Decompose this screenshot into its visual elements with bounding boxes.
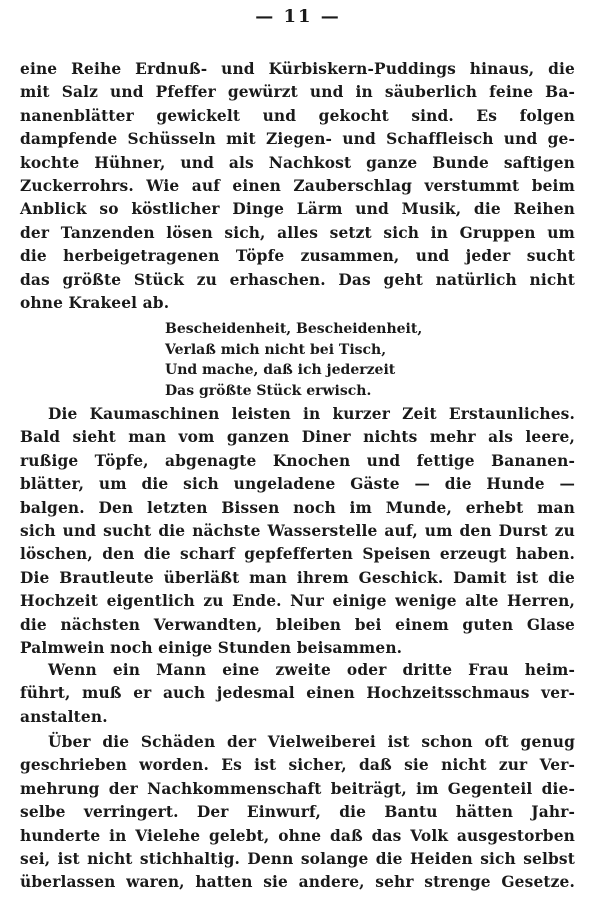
text-line: die nächsten Verwandten, bleiben bei einem guten Glase [20, 615, 575, 634]
text-line: mit Salz und Pfeffer gewürzt und in säuberlich feine Ba- [20, 83, 575, 102]
text-line: selbe verringert. Der Einwurf, die Bantu hätten Jahr- [20, 803, 575, 822]
page-number: — 11 — [255, 6, 341, 27]
verse-line: Bescheidenheit, Bescheidenheit, [165, 321, 423, 337]
text-line: löschen, den die scharf gepfefferten Speisen erzeugt haben. [20, 545, 575, 564]
text-line: hunderte in Vielehe gelebt, ohne daß das Volk ausgestorben [20, 826, 575, 845]
text-line: sei, ist nicht stichhaltig. Denn solange die Heiden sich selbst [20, 850, 575, 869]
text-line: mehrung der Nachkommenschaft beiträgt, im Gegenteil die- [20, 779, 575, 798]
text-line: die herbeigetragenen Töpfe zusammen, und jeder sucht [20, 247, 575, 266]
text-line: eine Reihe Erdnuß- und Kürbiskern-Puddings hinaus, die [20, 60, 575, 78]
text-line: rußige Töpfe, abgenagte Knochen und fettige Bananen- [20, 451, 575, 470]
text-line: führt, muß er auch jedesmal einen Hochzeitsschmaus ver- [20, 684, 575, 703]
text-line: Palmwein noch einige Stunden beisammen. [20, 639, 403, 658]
paragraph-2 [20, 403, 575, 660]
text-line: Bald sieht man vom ganzen Diner nichts mehr als leere, [20, 428, 575, 447]
text-line: balgen. Den letzten Bissen noch im Munde, erhebt man [20, 498, 575, 517]
text-line: sich und sucht die nächste Wasserstelle auf, um den Durst zu [20, 522, 575, 541]
verse [165, 319, 422, 401]
text-line: Über die Schäden der Vielweiberei ist schon oft genug [48, 733, 575, 751]
text-line: nanenblätter gewickelt und gekocht sind. Es folgen [20, 106, 575, 125]
text-line: Anblick so köstlicher Dinge Lärm und Musik, die Reihen [20, 200, 575, 219]
text-line: anstalten. [20, 707, 108, 726]
text-line: Wenn ein Mann eine zweite oder dritte Frau heim- [48, 661, 575, 679]
text-line: blätter, um die sich ungeladene Gäste — die Hunde — [20, 475, 575, 494]
text-line: das größte Stück zu erhaschen. Das geht natürlich nicht [20, 270, 575, 289]
text-line: Die Kaumaschinen leisten in kurzer Zeit Erstaunliches. [48, 405, 575, 423]
text-line: ohne Krakeel ab. [20, 294, 170, 313]
verse-line: Das größte Stück erwisch. [165, 382, 372, 399]
text-line: dampfende Schüsseln mit Ziegen- und Schaffleisch und ge- [20, 130, 575, 149]
text-line: der Tanzenden lösen sich, alles setzt sich in Gruppen um [20, 223, 575, 242]
verse-line: Und mache, daß ich jederzeit [165, 362, 396, 378]
paragraph-1 [20, 58, 575, 315]
text-line: überlassen waren, hatten sie andere, sehr strenge Gesetze. [20, 873, 575, 892]
paragraph-4 [20, 731, 575, 895]
text-line: Zuckerrohrs. Wie auf einen Zauberschlag verstummt beim [20, 177, 575, 196]
verse-line: Verlaß mich nicht bei Tisch, [165, 341, 387, 358]
paragraph-3 [20, 659, 575, 729]
text-line: geschrieben worden. Es ist sicher, daß sie nicht zur Ver- [20, 756, 575, 775]
text-line: Die Brautleute überläßt man ihrem Geschick. Damit ist die [20, 568, 575, 587]
text-line: Hochzeit eigentlich zu Ende. Nur einige wenige alte Herren, [20, 592, 575, 611]
text-line: kochte Hühner, und als Nachkost ganze Bunde saftigen [20, 153, 575, 172]
